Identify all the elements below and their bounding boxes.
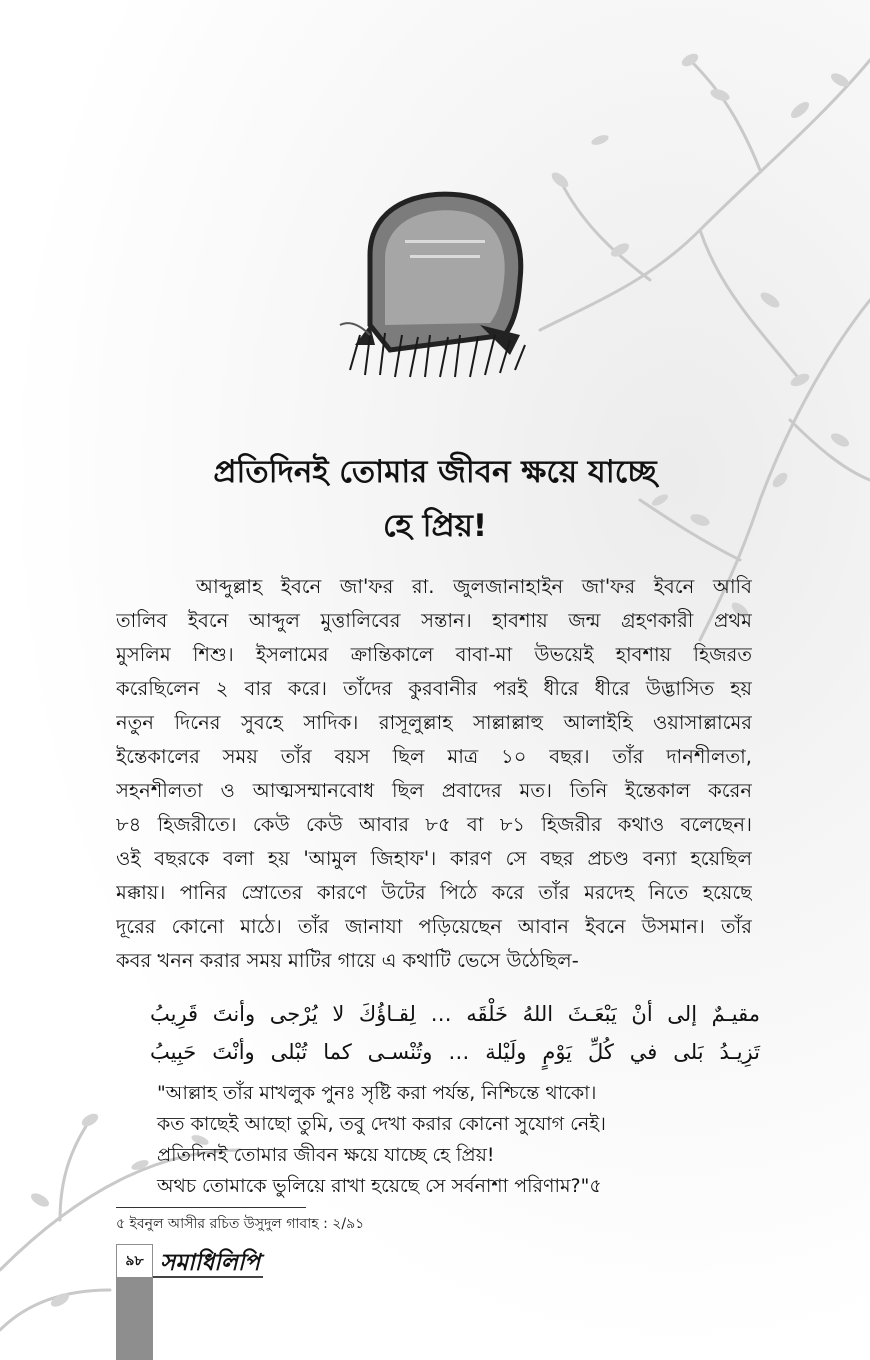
body-line: আব্দুল্লাহ ইবনে জা'ফর রা. জুলজানাহাইন জা'ফর ইবনে আবি xyxy=(196,575,752,598)
arabic-verse-line-2: تَزِيـدُ بَلى في كُلِّ يَوْمٍ ولَيْلة … وتُنْسـى كما تُبْلى وأنْتَ حَبِيبُ xyxy=(150,1040,760,1064)
poem-line: অথচ তোমাকে ভুলিয়ে রাখা হয়েছে সে সর্বনাশা পরিণাম?"৫ xyxy=(157,1175,602,1197)
footnote: ৫ ইবনুল আসীর রচিত উসুদুল গাবাহ : ২/৯১ xyxy=(116,1216,365,1232)
page-number: ৯৮ xyxy=(116,1244,153,1278)
footer-underline xyxy=(153,1276,263,1278)
body-line: ৮৪ হিজরীতে। কেউ কেউ আবার ৮৫ বা ৮১ হিজরীর কথাও বলেছেন। xyxy=(116,813,752,836)
tombstone-illustration xyxy=(330,185,540,390)
body-line: মক্কায়। পানির স্রোতের কারণে উটের পিঠে করে তাঁর মরদেহ নিতে হয়েছে xyxy=(116,881,752,904)
chapter-title-line-1: প্রতিদিনই তোমার জীবন ক্ষয়ে যাচ্ছে xyxy=(213,454,657,490)
body-paragraph xyxy=(116,570,752,978)
body-line: ওই বছরকে বলা হয় 'আমুল জিহাফ'। কারণ সে বছর প্রচণ্ড বন্যা হয়েছিল xyxy=(116,847,752,870)
body-line: দূরের কোনো মাঠে। তাঁর জানাযা পড়িয়েছেন আবান ইবনে উসমান। তাঁর xyxy=(116,915,752,938)
poem-line: প্রতিদিনই তোমার জীবন ক্ষয়ে যাচ্ছে হে প্রিয়! xyxy=(157,1144,495,1166)
body-line: ইন্তেকালের সময় তাঁর বয়স ছিল মাত্র ১০ বছর। তাঁর দানশীলতা, xyxy=(116,745,752,768)
chapter-title-line-2: হে প্রিয়! xyxy=(382,508,488,544)
body-line: তালিব ইবনে আব্দুল মুত্তালিবের সন্তান। হাবশায় জন্ম গ্রহণকারী প্রথম xyxy=(116,609,752,632)
arabic-verse-line-1: مقيـمٌ إلى أنْ يَبْعَـثَ اللهُ خَلْقَه … لِقـاؤُكَ لا يُرْجى وأنتَ قَرِيبُ xyxy=(150,1002,760,1026)
body-line: নতুন দিনের সুবহে সাদিক। রাসূলুল্লাহ সাল্লাল্লাহু আলাইহি ওয়াসাল্লামের xyxy=(116,711,752,734)
body-line: মুসলিম শিশু। ইসলামের ক্রান্তিকালে বাবা-মা উভয়েই হাবশায় হিজরত xyxy=(116,643,752,666)
poem-line: "আল্লাহ তাঁর মাখলুক পুনঃ সৃষ্টি করা পর্যন্ত, নিশ্চিন্তে থাকো। xyxy=(157,1082,597,1104)
poem-translation xyxy=(157,1078,757,1202)
body-line: সহনশীলতা ও আত্মসম্মানবোধ ছিল প্রবাদের মত। তিনি ইন্তেকাল করেন xyxy=(116,779,752,802)
body-line: কবর খনন করার সময় মাটির গায়ে এ কথাটি ভেসে উঠেছিল- xyxy=(116,949,579,972)
body-line: করেছিলেন ২ বার করে। তাঁদের কুরবানীর পরই ধীরে ধীরে উদ্ভাসিত হয় xyxy=(116,677,752,700)
poem-line: কত কাছেই আছো তুমি, তবু দেখা করার কোনো সুযোগ নেই। xyxy=(157,1113,606,1135)
book-title: সমাধিলিপি xyxy=(160,1250,261,1276)
footnote-divider xyxy=(116,1207,306,1208)
